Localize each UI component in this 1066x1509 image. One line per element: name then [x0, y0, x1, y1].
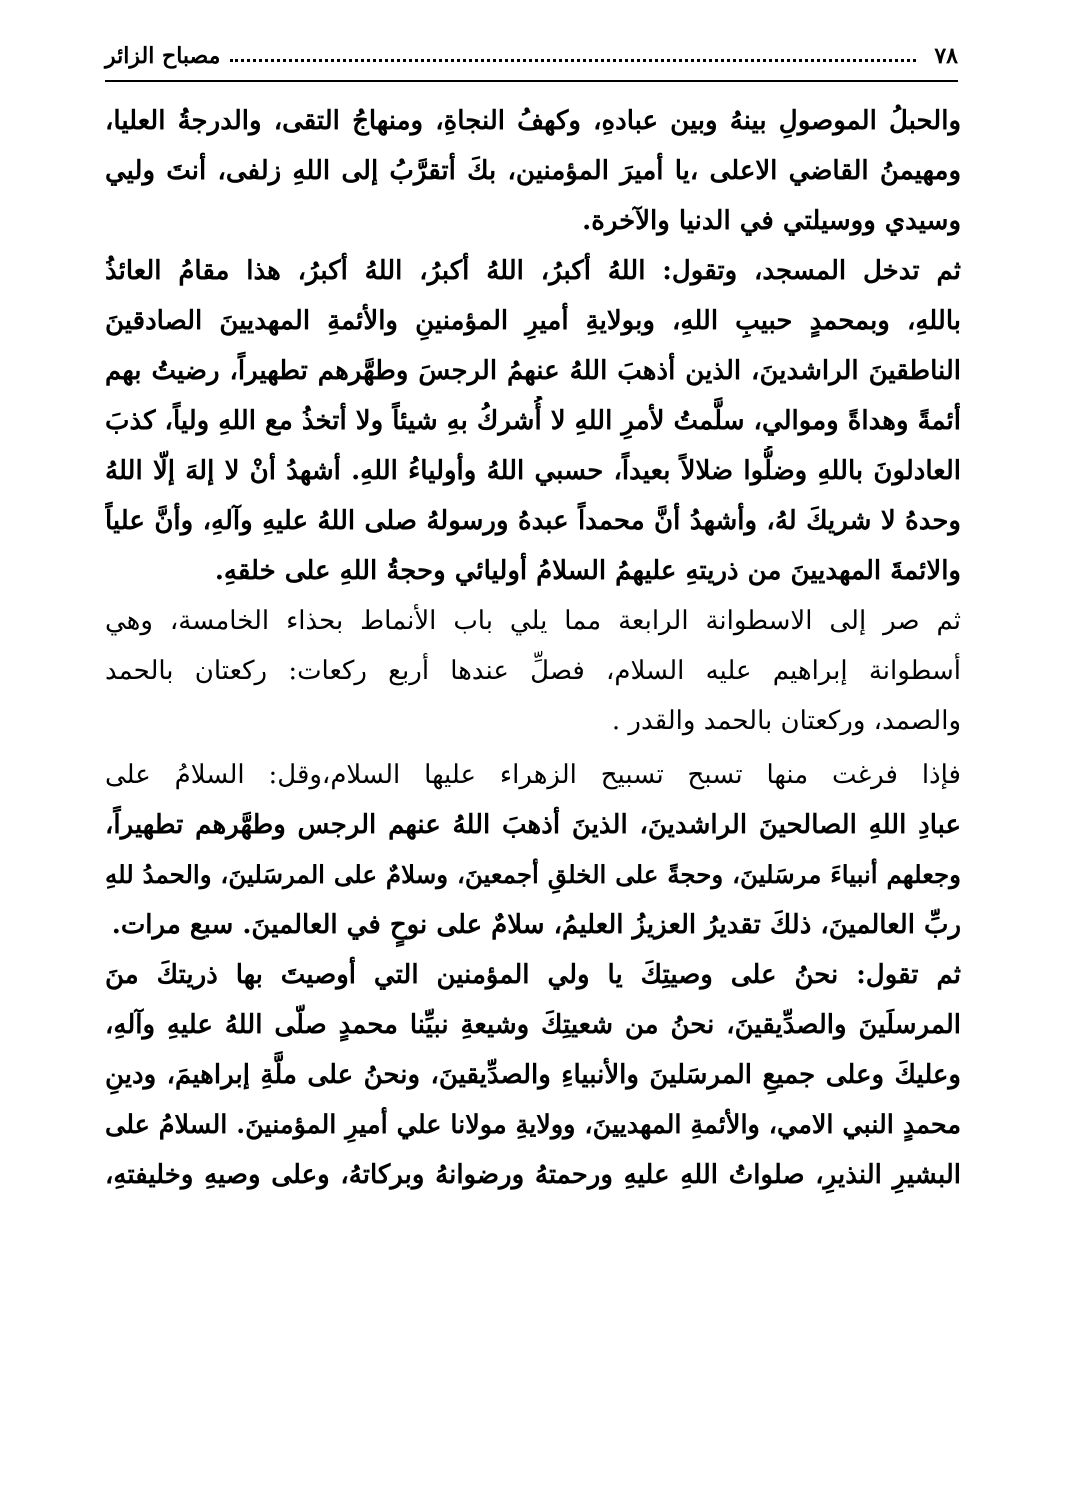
text-line: محمدٍ النبي الامي، والأئمةِ المهديينَ، وولايةِ مولانا علي أميرِ المؤمنينَ. السلامُ على	[105, 1110, 961, 1140]
page-header	[105, 36, 958, 76]
text-line: ثم صر إلى الاسطوانة الرابعة مما يلي باب الأنماط بحذاء الخامسة، وهي	[105, 606, 961, 636]
text-line: ربِّ العالمينَ، ذلكَ تقديرُ العزيزُ العليمُ، سلامٌ على نوحٍ في العالمينَ. سبع مرات.	[111, 910, 961, 940]
running-title: مصباح الزائر	[105, 43, 221, 69]
text-line: والصمد، وركعتان بالحمد والقدر .	[611, 706, 961, 736]
text-line: وجعلهم أنبياءَ مرسَلينَ، وحجةً على الخلقِ أجمعينَ، وسلامٌ على المرسَلينَ، والحمدُ للهِ	[105, 860, 961, 889]
text-line: والائمةَ المهديينَ من ذريتهِ عليهمُ السلامُ أوليائي وحجةُ اللهِ على خلقهِ.	[214, 556, 961, 586]
page-number: ٧٨	[934, 43, 958, 69]
text-line: أئمةً وهداةً وموالي، سلَّمتُ لأمرِ اللهِ لا أُشركُ بهِ شيئاً ولا أتخذُ مع اللهِ ولياً، كذبَ	[105, 406, 961, 436]
text-line: فإذا فرغت منها تسبح تسبيح الزهراء عليها السلام،وقل: السلامُ على	[105, 760, 961, 790]
text-line: وسيدي ووسيلتي في الدنيا والآخرة.	[582, 206, 961, 236]
header-dot-leader	[230, 59, 916, 62]
text-line: والحبلُ الموصولِ بينهُ وبين عبادهِ، وكهفُ النجاةِ، ومنهاجُ التقى، والدرجةُ العليا،	[105, 106, 961, 136]
text-line: عبادِ اللهِ الصالحينَ الراشدينَ، الذينَ أذهبَ اللهُ عنهم الرجس وطهَّرهم تطهيراً،	[105, 810, 961, 840]
text-line: ثم تقول: نحنُ على وصيتِكَ يا ولي المؤمنين التي أوصيتَ بها ذريتكَ منَ	[105, 960, 961, 990]
text-line: ثم تدخل المسجد، وتقول: اللهُ أكبرُ، اللهُ أكبرُ، اللهُ أكبرُ، هذا مقامُ العائذُ	[105, 256, 961, 286]
text-line: الناطقينَ الراشدينَ، الذين أذهبَ اللهُ عنهمُ الرجسَ وطهَّرهم تطهيراً، رضيتُ بهم	[105, 356, 961, 386]
text-line: ومهيمنُ القاضي الاعلى ،يا أميرَ المؤمنين، بكَ أتقرَّبُ إلى اللهِ زلفى، أنتَ وليي	[105, 156, 961, 186]
text-line: أسطوانة إبراهيم عليه السلام، فصلِّ عندها أربع ركعات: ركعتان بالحمد	[105, 656, 961, 686]
header-rule	[105, 80, 958, 82]
text-body	[105, 96, 961, 1200]
text-line: المرسلَينَ والصدِّيقينَ، نحنُ من شعيتِكَ وشيعةِ نبيِّنا محمدٍ صلّى اللهُ عليهِ وآلهِ،	[105, 1010, 961, 1040]
text-line: باللهِ، وبمحمدٍ حبيبِ اللهِ، وبولايةِ أميرِ المؤمنينِ والأئمةِ المهديينَ الصادقينَ	[105, 306, 961, 336]
text-line: العادلونَ باللهِ وضلُّوا ضلالاً بعيداً، حسبي اللهُ وأولياءُ اللهِ. أشهدُ أنْ لا إلهَ إلّا اللهُ	[105, 456, 961, 486]
text-line: البشيرِ النذيرِ، صلواتُ اللهِ عليهِ ورحمتهُ ورضوانهُ وبركاتهُ، وعلى وصيهِ وخليفتهِ،	[105, 1160, 961, 1190]
text-line: وعليكَ وعلى جميعِ المرسَلينَ والأنبياءِ والصدِّيقينَ، ونحنُ على ملَّةِ إبراهيمَ، ودينِ	[105, 1060, 961, 1090]
text-line: وحدهُ لا شريكَ لهُ، وأشهدُ أنَّ محمداً عبدهُ ورسولهُ صلى اللهُ عليهِ وآلهِ، وأنَّ علياً	[105, 506, 961, 536]
